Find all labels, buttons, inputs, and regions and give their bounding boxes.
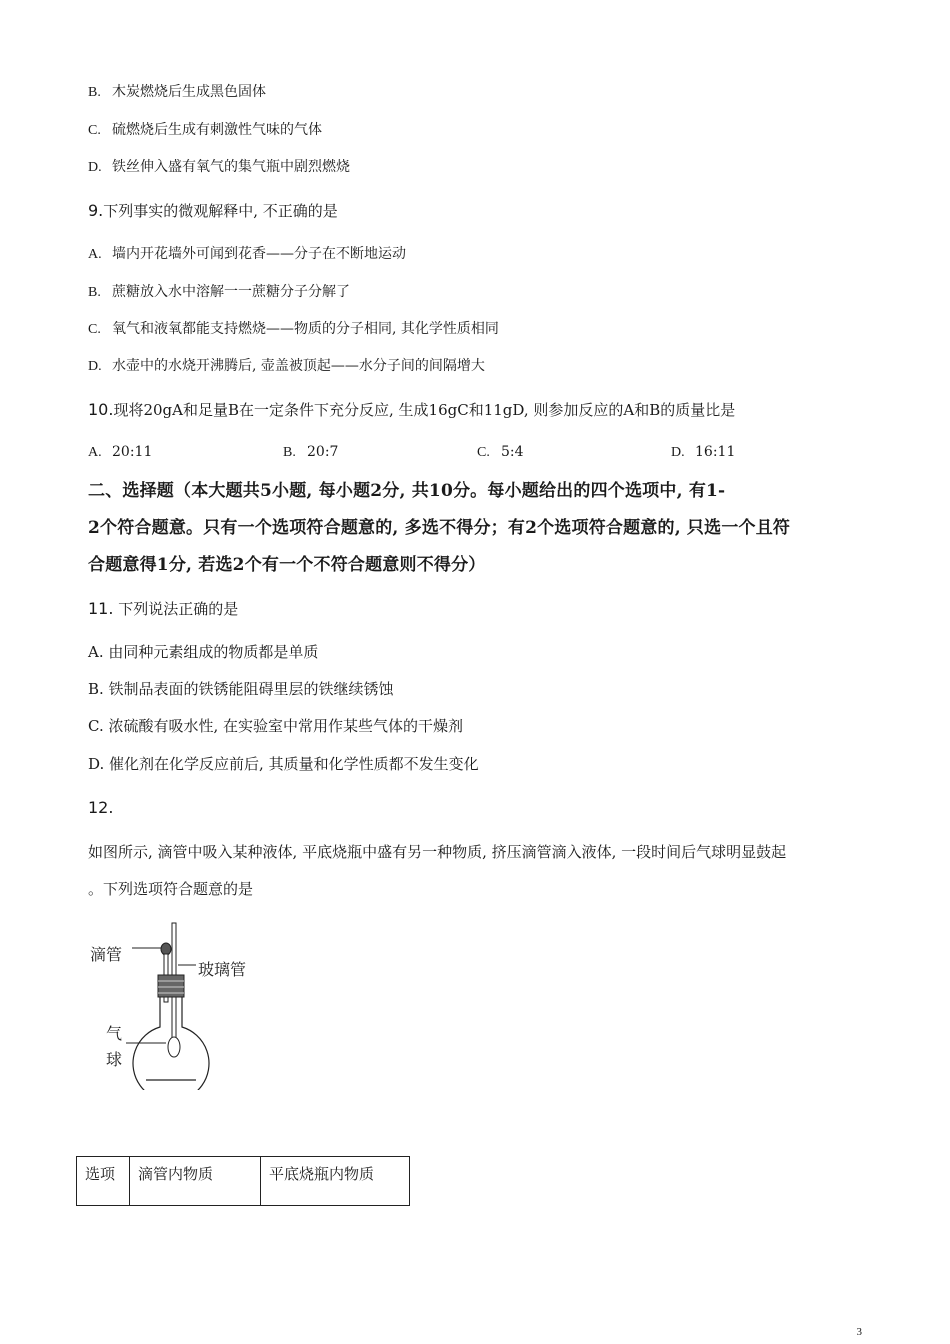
section2-heading-line2: 2个符合题意。只有一个选项符合题意的, 多选不得分；有2个选项符合题意的, 只选一个且符 [88,518,791,538]
q10-option-b: B. 20:7 [283,444,339,460]
balloon-label-1: 气 [106,1024,123,1043]
q10-stem: 10.现将20gA和足量B在一定条件下充分反应, 生成16gC和11gD, 则参加反应的A和B的质量比是 [88,400,736,419]
q12-stem-line2: 。下列选项符合题意的是 [88,880,254,898]
balloon-label-2: 球 [106,1050,123,1069]
table-header-option: 选项 [77,1157,130,1206]
q10-option-a: A. 20:11 [88,444,153,460]
q10-option-d: D. 16:11 [671,444,736,460]
q11-stem: 11. 下列说法正确的是 [88,599,239,618]
dropper-bulb [161,943,171,955]
q12-number: 12. [88,798,114,817]
apparatus-figure [86,915,276,1090]
q9-option-c: C. 氧气和液氧都能支持燃烧——物质的分子相同, 其化学性质相同 [88,321,499,337]
section2-heading-line3: 合题意得1分, 若选2个有一个不符合题意则不得分） [88,555,486,575]
dropper-label: 滴管 [90,945,123,964]
q11-option-a: A. 由同种元素组成的物质都是单质 [88,643,319,661]
q12-options-table [76,1156,410,1206]
table-header-flask-substance: 平底烧瓶内物质 [261,1157,410,1206]
page-number: 3 [856,1326,862,1338]
q11-option-d: D. 催化剂在化学反应前后, 其质量和化学性质都不发生变化 [88,755,479,773]
q8-option-c: C. 硫燃烧后生成有刺激性气味的气体 [88,122,322,138]
q8-option-b: B. 木炭燃烧后生成黑色固体 [88,84,266,100]
glass-tube-label: 玻璃管 [198,960,247,979]
q11-option-c: C. 浓硫酸有吸水性, 在实验室中常用作某些气体的干燥剂 [88,717,464,735]
section2-heading-line1: 二、选择题（本大题共5小题, 每小题2分, 共10分。每小题给出的四个选项中, 有1- [88,481,726,501]
q11-option-b: B. 铁制品表面的铁锈能阻碍里层的铁继续锈蚀 [88,680,394,698]
q9-option-b: B. 蔗糖放入水中溶解一一蔗糖分子分解了 [88,284,350,300]
q12-stem-line1: 如图所示, 滴管中吸入某种液体, 平底烧瓶中盛有另一种物质, 挤压滴管滴入液体, 一段时间后气球明显鼓起 [88,843,787,861]
table-header-dropper-substance: 滴管内物质 [130,1157,261,1206]
table-header-row [77,1157,410,1206]
q8-option-d: D. 铁丝伸入盛有氧气的集气瓶中剧烈燃烧 [88,159,350,175]
q9-option-d: D. 水壶中的水烧开沸腾后, 壶盖被顶起——水分子间的间隔增大 [88,358,485,374]
balloon [168,1037,180,1057]
stopper [158,975,184,997]
q10-option-c: C. 5:4 [477,444,524,460]
q9-stem: 9.下列事实的微观解释中, 不正确的是 [88,201,338,220]
q9-option-a: A. 墙内开花墙外可闻到花香——分子在不断地运动 [88,246,406,262]
